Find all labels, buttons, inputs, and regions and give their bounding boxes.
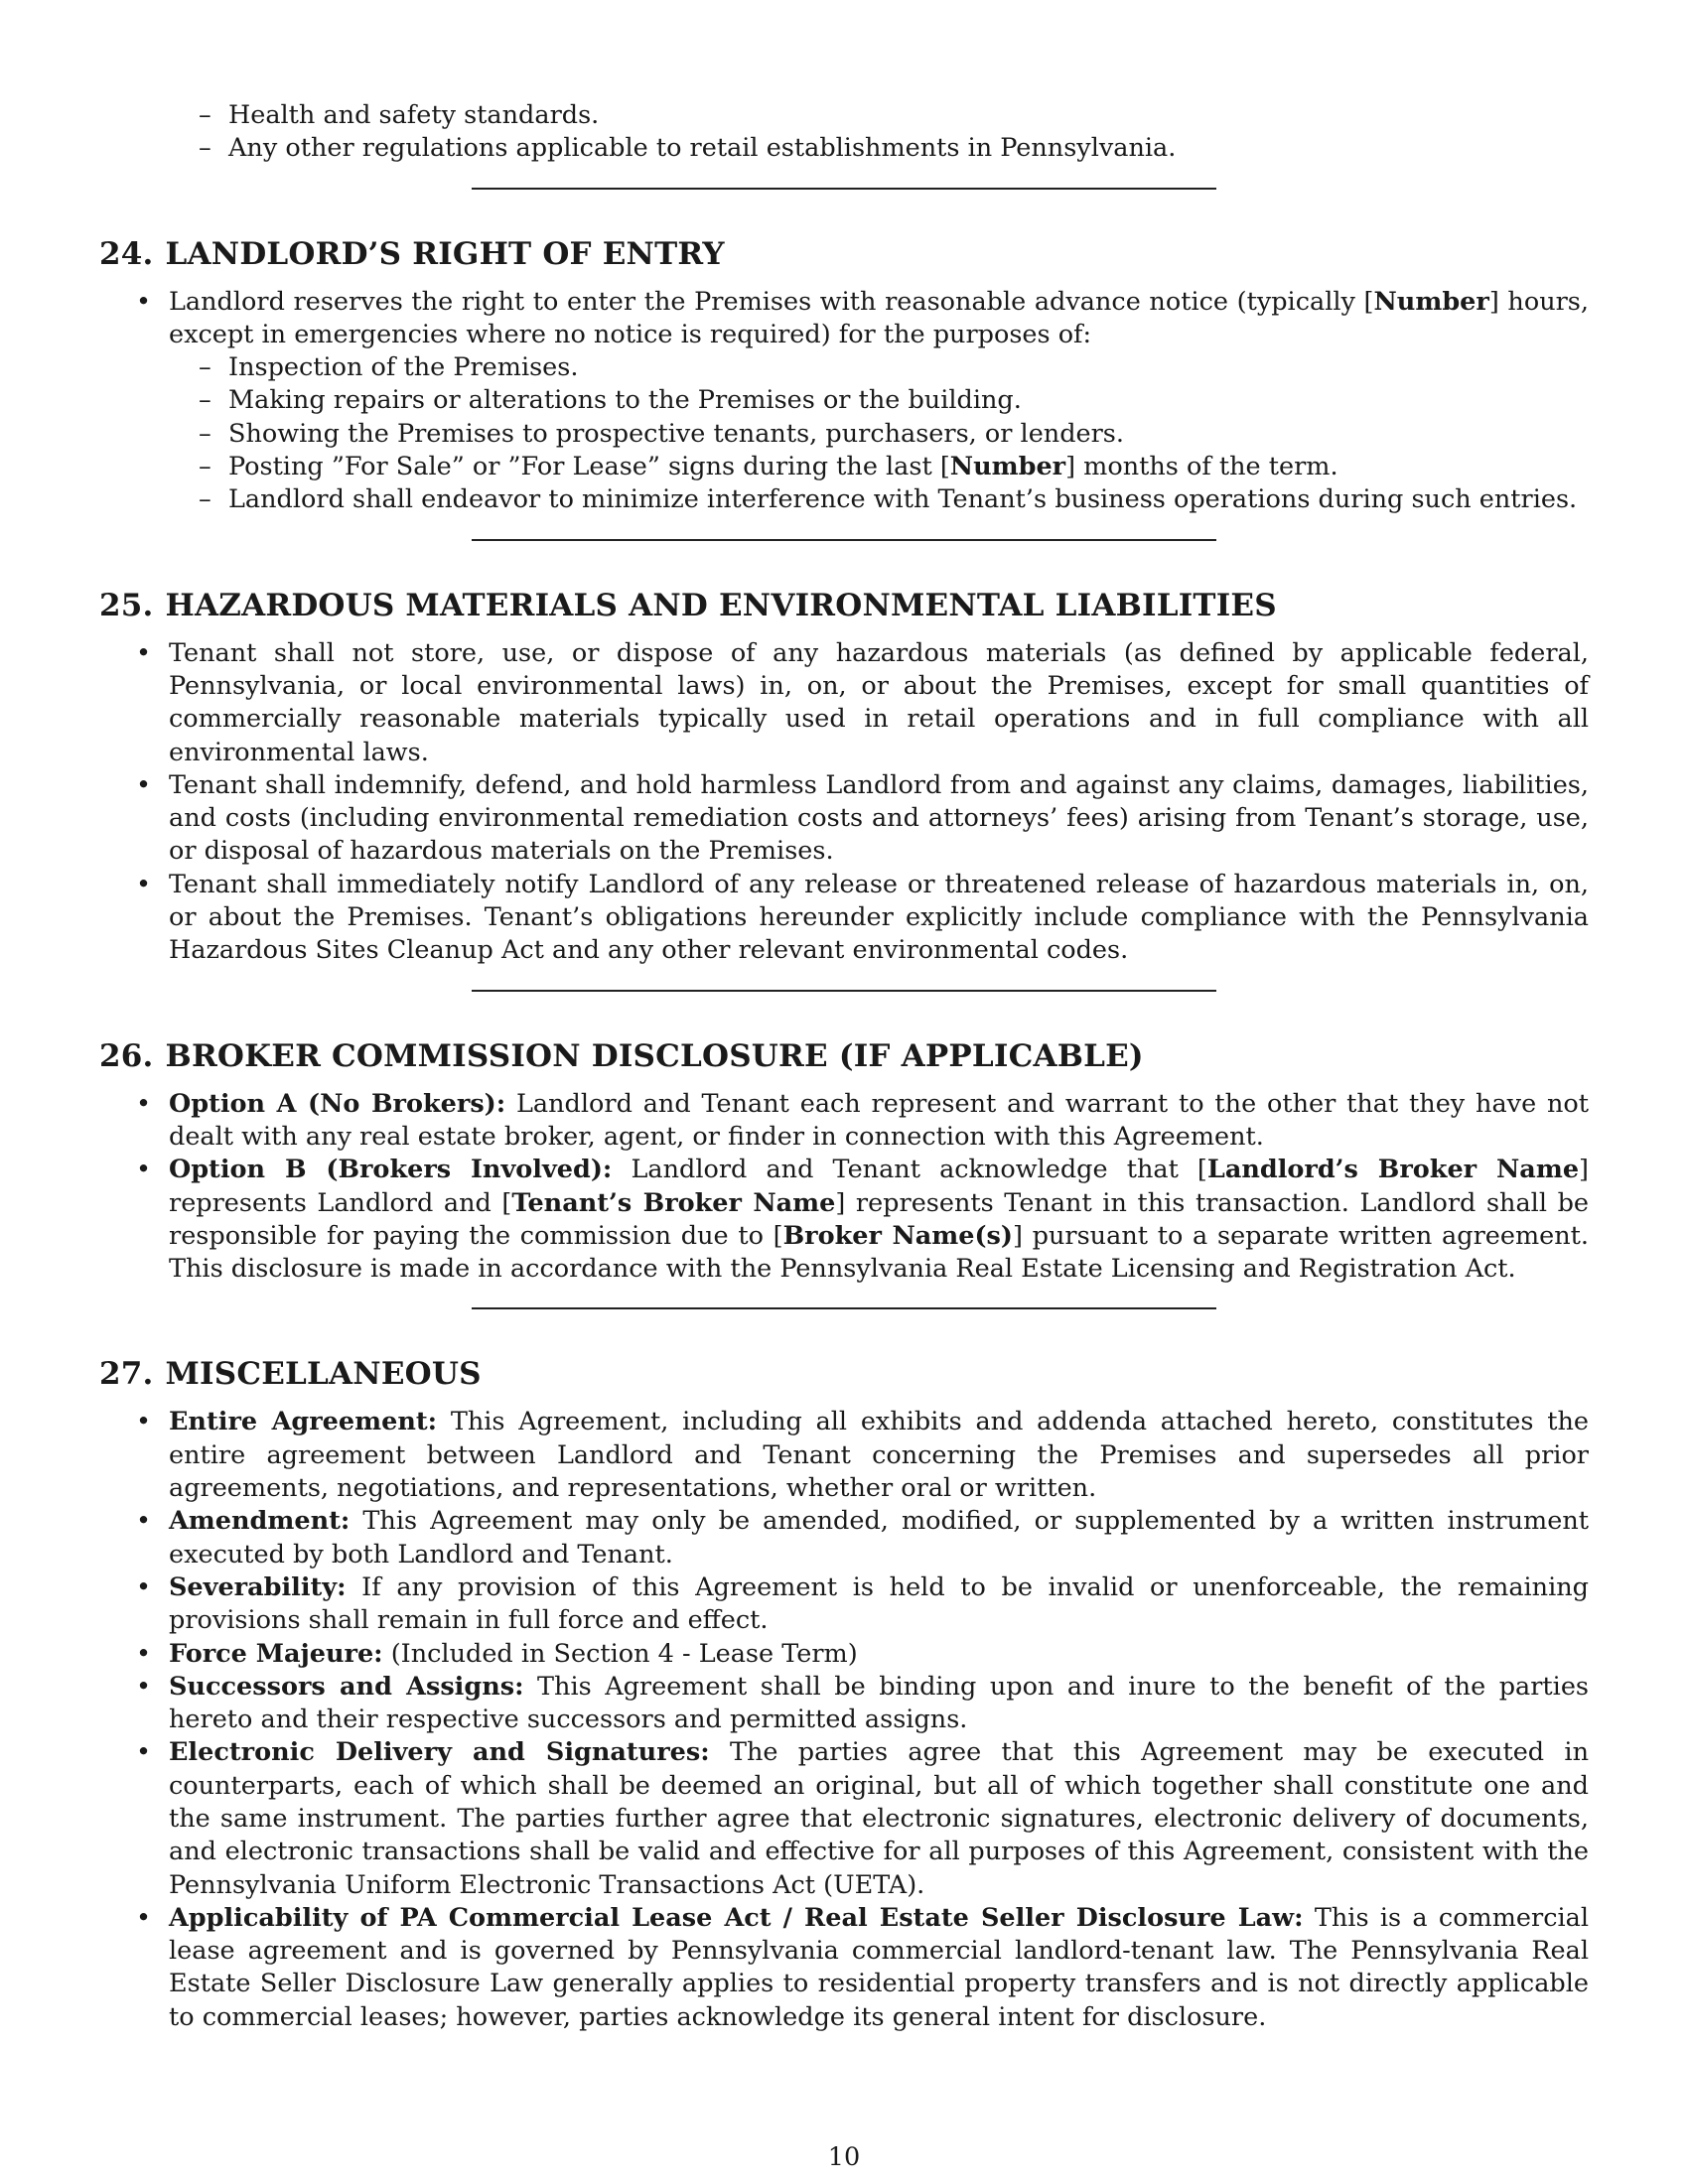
section-title: MISCELLANEOUS bbox=[165, 1356, 482, 1393]
sub-list-item: – Landlord shall endeavor to minimize interference with Tenant’s business operations during such entries. bbox=[169, 483, 1589, 516]
item-label: Electronic Delivery and Signatures: bbox=[169, 1737, 710, 1768]
sub-list-item: – Showing the Premises to prospective tenants, purchasers, or lenders. bbox=[169, 418, 1589, 451]
list-item: – Any other regulations applicable to retail establishments in Pennsylvania. bbox=[99, 132, 1589, 165]
item-label: Force Majeure: bbox=[169, 1638, 383, 1669]
section-26-list bbox=[99, 1088, 1589, 1287]
section-25-heading bbox=[99, 586, 1589, 625]
section-divider bbox=[472, 1307, 1216, 1309]
list-item: • Force Majeure: (Included in Section 4 - Lease Term) bbox=[99, 1638, 1589, 1671]
section-27-list bbox=[99, 1406, 1589, 2034]
section-24-list bbox=[99, 286, 1589, 517]
sub-list-item: – Making repairs or alterations to the Premises or the building. bbox=[169, 384, 1589, 417]
section-number: 27. bbox=[99, 1356, 154, 1393]
placeholder-field: Number bbox=[949, 452, 1066, 482]
sub-list bbox=[169, 351, 1589, 516]
list-item: • Option A (No Brokers): Landlord and Tenant each represent and warrant to the other that they have not dealt with any real estate broker, agent, or finder in connection with this Agreement. bbox=[99, 1088, 1589, 1155]
item-label: Applicability of PA Commercial Lease Act / Real Estate Seller Disclosure Law: bbox=[169, 1902, 1304, 1933]
list-item: – Health and safety standards. bbox=[99, 99, 1589, 132]
section-divider bbox=[472, 990, 1216, 992]
sub-list-item: – Inspection of the Premises. bbox=[169, 351, 1589, 384]
section-27-heading bbox=[99, 1354, 1589, 1394]
list-item: • Landlord reserves the right to enter the Premises with reasonable advance notice (typically [Number] hours, except in emergencies where no notice is required) for the purposes of: – Inspection of the Premises. – Making repairs or alterations to the Premises or the building. – Showing the Premises to prospective tenants, purchasers, or lenders. – Posting ”For Sale” or ”For Lease” signs during the last [Number] months of the term. – Landlord shall endeavor to minimize interference with Tenant’s business operations during such entries. bbox=[99, 286, 1589, 517]
item-label: Entire Agreement: bbox=[169, 1407, 438, 1437]
section-25-list bbox=[99, 637, 1589, 968]
section-26-heading bbox=[99, 1036, 1589, 1076]
section-number: 24. bbox=[99, 235, 154, 272]
list-item: • Successors and Assigns: This Agreement shall be binding upon and inure to the benefit of the parties hereto and their respective successors and permitted assigns. bbox=[99, 1671, 1589, 1737]
top-sub-list bbox=[99, 99, 1589, 166]
item-label: Successors and Assigns: bbox=[169, 1671, 524, 1702]
placeholder-field: Broker Name(s) bbox=[782, 1220, 1013, 1251]
placeholder-field: Tenant’s Broker Name bbox=[511, 1187, 836, 1218]
list-item: • Tenant shall not store, use, or dispose of any hazardous materials (as defined by applicable federal, Pennsylvania, or local environmental laws) in, on, or about the Premises, except for small quantities of commercially reasonable materials typically used in retail operations and in full compliance with all environmental laws. bbox=[99, 637, 1589, 769]
list-item: • Entire Agreement: This Agreement, including all exhibits and addenda attached hereto, constitutes the entire agreement between Landlord and Tenant concerning the Premises and supersedes all prior agreements, negotiations, and representations, whether oral or written. bbox=[99, 1406, 1589, 1505]
sub-list-item: – Posting ”For Sale” or ”For Lease” signs during the last [Number] months of the term. bbox=[169, 451, 1589, 483]
placeholder-field: Landlord’s Broker Name bbox=[1206, 1155, 1580, 1185]
section-title: LANDLORD’S RIGHT OF ENTRY bbox=[165, 235, 725, 272]
section-divider bbox=[472, 188, 1216, 190]
list-item: • Electronic Delivery and Signatures: The parties agree that this Agreement may be executed in counterparts, each of which shall be deemed an original, but all of which together shall constitute one and the same instrument. The parties further agree that electronic signatures, electronic delivery of documents, and electronic transactions shall be valid and effective for all purposes of this Agreement, consistent with the Pennsylvania Uniform Electronic Transactions Act (UETA). bbox=[99, 1736, 1589, 1901]
item-label: Severability: bbox=[169, 1571, 347, 1602]
list-item: • Tenant shall immediately notify Landlord of any release or threatened release of hazardous materials in, on, or about the Premises. Tenant’s obligations hereunder explicitly include compliance with the Pennsylvania Hazardous Sites Cleanup Act and any other relevant environmental codes. bbox=[99, 869, 1589, 968]
section-number: 26. bbox=[99, 1037, 154, 1074]
item-label: Option B (Brokers Involved): bbox=[169, 1155, 613, 1185]
section-title: BROKER COMMISSION DISCLOSURE (IF APPLICABLE) bbox=[165, 1037, 1144, 1074]
section-24-heading bbox=[99, 234, 1589, 274]
section-divider bbox=[472, 539, 1216, 541]
item-label: Option A (No Brokers): bbox=[169, 1088, 506, 1119]
item-label: Amendment: bbox=[169, 1506, 351, 1537]
list-item: • Tenant shall indemnify, defend, and hold harmless Landlord from and against any claims, damages, liabilities, and costs (including environmental remediation costs and attorneys’ fees) arising from Tenant’s storage, use, or disposal of hazardous materials on the Premises. bbox=[99, 769, 1589, 869]
placeholder-field: Number bbox=[1373, 286, 1489, 317]
section-number: 25. bbox=[99, 587, 154, 623]
list-item: • Option B (Brokers Involved): Landlord and Tenant acknowledge that [Landlord’s Broker Name] represents Landlord and [Tenant’s Broker Name] represents Tenant in this transaction. Landlord shall be responsible for paying the commission due to [Broker Name(s)] pursuant to a separate written agreement. This disclosure is made in accordance with the Pennsylvania Real Estate Licensing and Registration Act. bbox=[99, 1154, 1589, 1286]
page-content bbox=[99, 99, 1589, 2034]
page-number: 10 bbox=[827, 2142, 861, 2172]
list-item: • Amendment: This Agreement may only be amended, modified, or supplemented by a written instrument executed by both Landlord and Tenant. bbox=[99, 1505, 1589, 1571]
list-item: • Applicability of PA Commercial Lease Act / Real Estate Seller Disclosure Law: This is a commercial lease agreement and is governed by Pennsylvania commercial landlord-tenant law. The Pennsylvania Real Estate Seller Disclosure Law generally applies to residential property transfers and is not directly applicable to commercial leases; however, parties acknowledge its general intent for disclosure. bbox=[99, 1902, 1589, 2034]
list-item: • Severability: If any provision of this Agreement is held to be invalid or unenforceable, the remaining provisions shall remain in full force and effect. bbox=[99, 1571, 1589, 1638]
section-title: HAZARDOUS MATERIALS AND ENVIRONMENTAL LIABILITIES bbox=[165, 587, 1277, 623]
